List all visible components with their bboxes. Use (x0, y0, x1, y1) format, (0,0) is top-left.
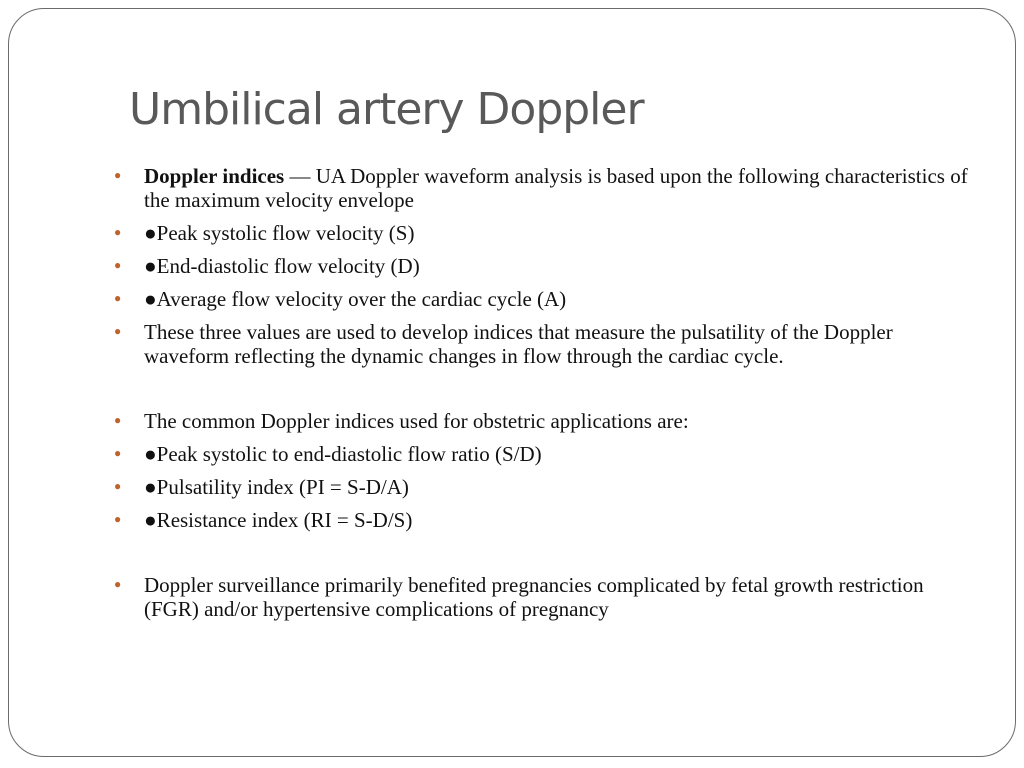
bullet-item-end-diastolic (114, 254, 974, 278)
bullet-item-surveillance (114, 573, 974, 621)
bullet-text: — UA Doppler waveform analysis is based upon the following characteristics of the maximum velocity envelope (144, 164, 968, 212)
bullet-text: ●End-diastolic flow velocity (D) (144, 254, 420, 278)
bullet-text: Doppler surveillance primarily benefited pregnancies complicated by fetal growth restriction (FGR) and/or hypertensive complications of pregnancy (144, 573, 924, 621)
slide-title: Umbilical artery Doppler (129, 84, 644, 135)
bullet-marker-icon: ● (114, 446, 122, 460)
bullet-item-peak-systolic (114, 221, 974, 245)
bullet-marker-icon: ● (114, 258, 122, 272)
bullet-marker-icon: ● (114, 413, 122, 427)
bullet-item-resistance-index (114, 508, 974, 532)
bullet-marker-icon: ● (114, 577, 122, 591)
bullet-item-common-indices (114, 409, 974, 433)
bullet-text: ●Average flow velocity over the cardiac cycle (A) (144, 287, 567, 311)
bullet-marker-icon: ● (114, 291, 122, 305)
bullet-item-doppler-indices (114, 164, 974, 212)
bullet-text: ●Peak systolic flow velocity (S) (144, 221, 415, 245)
bullet-item-pulsatility-index (114, 475, 974, 499)
bullet-marker-icon: ● (114, 324, 122, 338)
bullet-text: ●Pulsatility index (PI = S-D/A) (144, 475, 409, 499)
bullet-marker-icon: ● (114, 479, 122, 493)
bullet-item-average-flow (114, 287, 974, 311)
bullet-list (114, 164, 974, 630)
bullet-text: ●Resistance index (RI = S-D/S) (144, 508, 413, 532)
bullet-marker-icon: ● (114, 512, 122, 526)
bullet-item-three-values (114, 320, 974, 368)
bullet-marker-icon: ● (114, 225, 122, 239)
bullet-marker-icon: ● (114, 168, 122, 182)
bullet-bold-lead: Doppler indices (144, 164, 285, 188)
bullet-text: The common Doppler indices used for obstetric applications are: (144, 409, 689, 433)
bullet-text: These three values are used to develop indices that measure the pulsatility of the Doppler waveform reflecting the dynamic changes in flow through the cardiac cycle. (144, 320, 893, 368)
bullet-item-sd-ratio (114, 442, 974, 466)
bullet-text: ●Peak systolic to end-diastolic flow ratio (S/D) (144, 442, 542, 466)
